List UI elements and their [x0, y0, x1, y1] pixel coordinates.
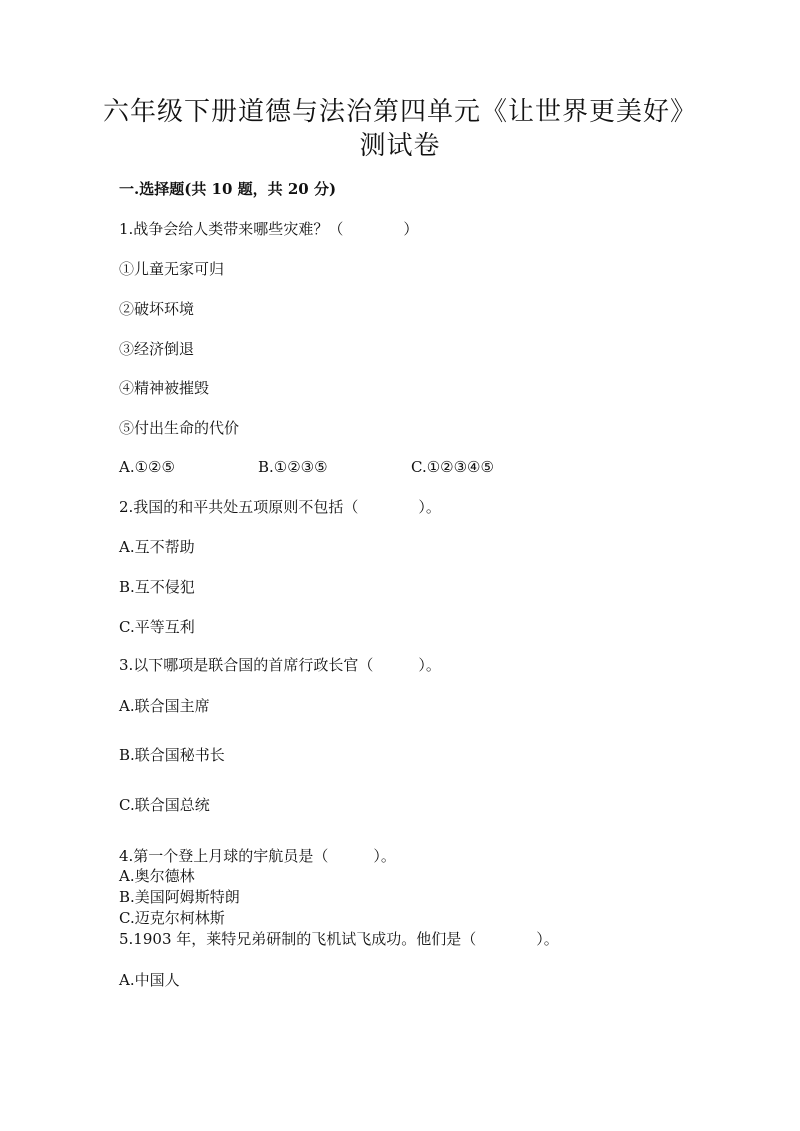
- question-4-option-b: B.美国阿姆斯特朗: [119, 888, 240, 906]
- question-5-option-a: A.中国人: [119, 971, 180, 989]
- question-1-option-a: A.①②⑤: [119, 458, 175, 476]
- question-1-stem: 1.战争会给人类带来哪些灾难？（ ）: [119, 220, 419, 238]
- question-3-option-b: B.联合国秘书长: [119, 746, 225, 764]
- question-3-option-c: C.联合国总统: [119, 796, 210, 814]
- question-2-option-a: A.互不帮助: [119, 538, 195, 556]
- page-subtitle: 测试卷: [359, 131, 441, 161]
- page-title: 六年级下册道德与法治第四单元《让世界更美好》: [102, 97, 697, 127]
- question-1-item: ②破坏环境: [119, 300, 195, 318]
- section-heading: 一.选择题(共 10 题，共 20 分): [119, 180, 337, 198]
- question-1-option-c: C.①②③④⑤: [411, 458, 494, 476]
- question-2-option-c: C.平等互利: [119, 618, 195, 636]
- question-1-option-b: B.①②③⑤: [258, 458, 328, 476]
- question-1-item: ③经济倒退: [119, 340, 195, 358]
- question-4-stem: 4.第一个登上月球的宇航员是（ ）。: [119, 847, 396, 865]
- question-1-item: ⑤付出生命的代价: [119, 419, 240, 437]
- question-1-item: ④精神被摧毁: [119, 379, 210, 397]
- question-3-option-a: A.联合国主席: [119, 697, 210, 715]
- question-5-stem: 5.1903 年，莱特兄弟研制的飞机试飞成功。他们是（ ）。: [119, 930, 559, 948]
- question-2-option-b: B.互不侵犯: [119, 578, 195, 596]
- question-4-option-c: C.迈克尔柯林斯: [119, 909, 225, 927]
- question-2-stem: 2.我国的和平共处五项原则不包括（ ）。: [119, 498, 441, 516]
- question-3-stem: 3.以下哪项是联合国的首席行政长官（ ）。: [119, 656, 441, 674]
- question-4-option-a: A.奥尔德林: [119, 867, 195, 885]
- question-1-item: ①儿童无家可归: [119, 260, 225, 278]
